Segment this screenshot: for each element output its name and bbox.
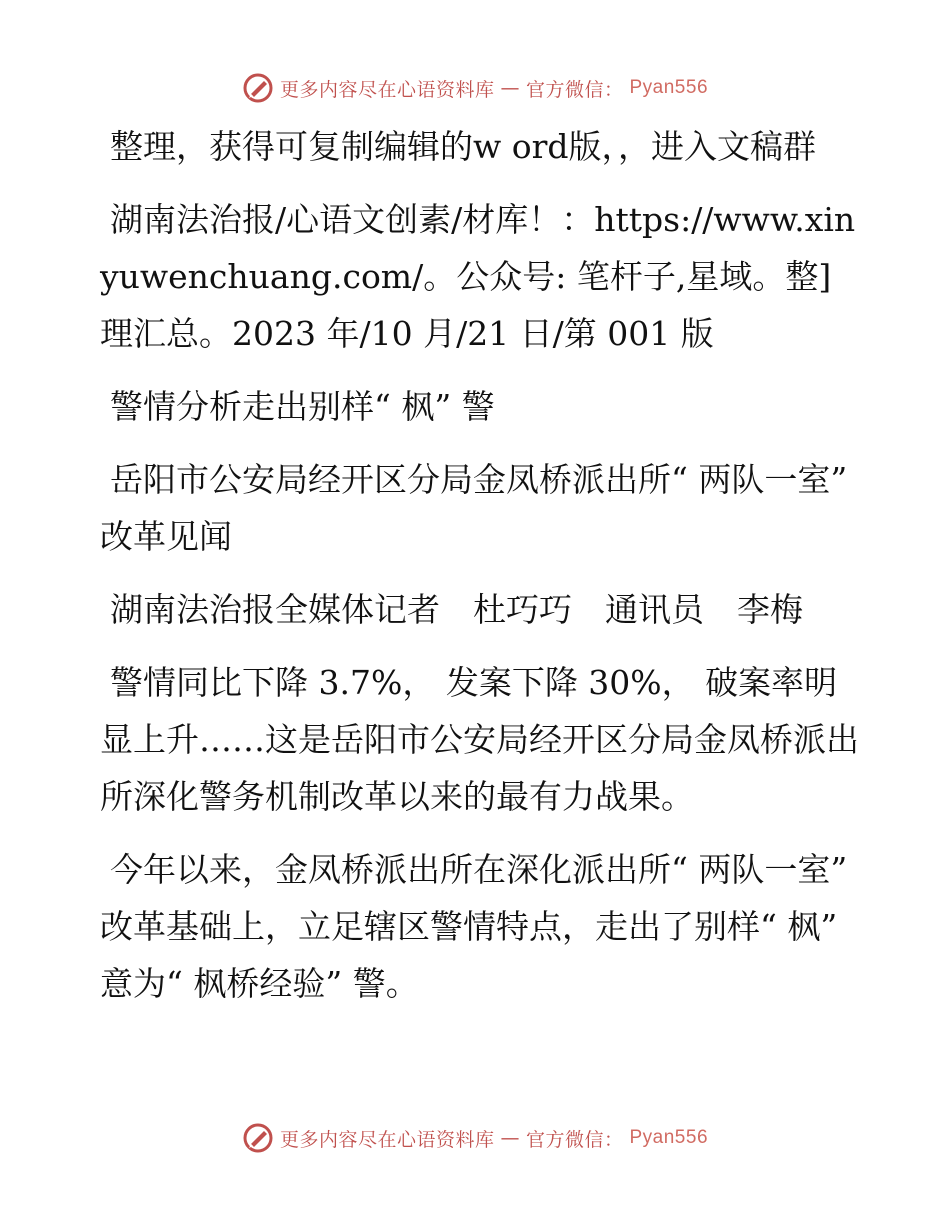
- paragraph-body: 今年以来，金凤桥派出所在深化派出所“ 两队一室” 改革基础上，立足辖区警情特点，走出了别样“ 枫” 意为“ 枫桥经验” 警。: [100, 850, 848, 1003]
- pen-logo-icon: [242, 72, 274, 104]
- header-separator: —: [500, 77, 520, 99]
- article-title: 警情分析走出别样“ 枫” 警: [110, 387, 495, 426]
- header-contact-label: 官方微信：: [525, 78, 624, 101]
- page-header-watermark: [0, 72, 950, 104]
- paragraph-lead: 警情同比下降 3.7%， 发案下降 30%， 破案率明显上升……这是岳阳市公安局经开区分局金凤桥派出所深化警务机制改革以来的最有力战果。: [100, 663, 859, 816]
- article-subtitle: 岳阳市公安局经开区分局金凤桥派出所“ 两队一室” 改革见闻: [100, 460, 848, 556]
- paragraph-source: 湖南法治报/心语文创素/材库！：https://www.xinyuwenchuang.com/。公众号: 笔杆子,星域。整]理汇总。2023 年/10 月/21 日/第 001 版: [100, 200, 856, 353]
- paragraph-intro: 整理，获得可复制编辑的w ord版，，进入文稿群: [110, 127, 817, 166]
- header-contact-id: Pyan556: [629, 77, 709, 98]
- footer-separator: —: [500, 1127, 520, 1149]
- footer-watermark-text: 更多内容尽在心语资料库: [279, 1128, 495, 1151]
- document-body: [100, 118, 860, 1028]
- header-watermark-text: 更多内容尽在心语资料库: [279, 78, 495, 101]
- footer-contact-id: Pyan556: [629, 1127, 709, 1148]
- footer-contact-label: 官方微信：: [525, 1128, 624, 1151]
- page-footer-watermark: [0, 1122, 950, 1154]
- article-byline: 湖南法治报全媒体记者 杜巧巧 通讯员 李梅: [110, 590, 803, 629]
- pen-logo-icon: [242, 1122, 274, 1154]
